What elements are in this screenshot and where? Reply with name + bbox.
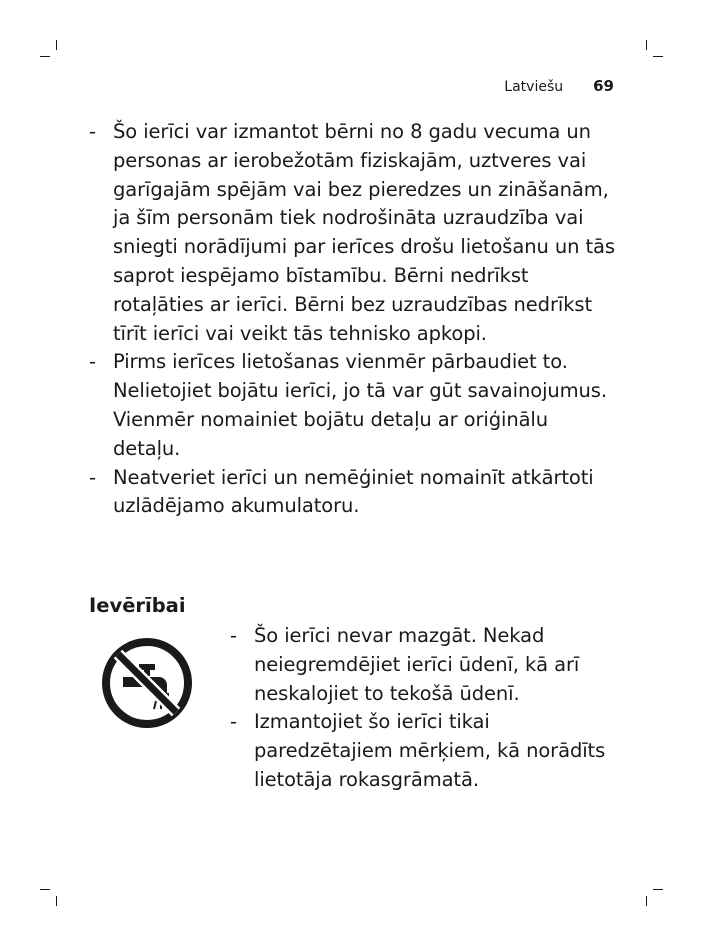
page-header — [504, 77, 614, 95]
crop-mark — [653, 56, 663, 57]
crop-mark — [40, 56, 50, 57]
warning-item: - Šo ierīci var izmantot bērni no 8 gadu vecuma un personas ar ierobežotām fiziskajām, uztveres vai garīgajām spējām vai bez pieredzes un zināšanām, ja šīm personām tiek nodrošināta uzraudzība vai sniegti norādījumi par ierīces drošu lietošanu un tās saprot iespējamo bīstamību. Bērni nedrīkst rotaļāties ar ierīci. Bērni bez uzraudzības nedrīkst tīrīt ierīci vai veikt tās tehnisko apkopi. — [89, 118, 619, 348]
crop-mark — [646, 896, 647, 906]
caution-list — [230, 622, 620, 795]
no-water-tap-icon — [101, 637, 193, 729]
language-label: Latviešu — [504, 79, 564, 95]
caution-item: - Izmantojiet šo ierīci tikai paredzētajiem mērķiem, kā norādīts lietotāja rokasgrāmatā. — [230, 708, 620, 794]
crop-mark — [653, 889, 663, 890]
warning-item: - Neatveriet ierīci un nemēģiniet nomainīt atkārtoti uzlādējamo akumulatoru. — [89, 464, 619, 522]
page-number: 69 — [593, 77, 614, 95]
caution-heading: Ievērībai — [89, 594, 186, 617]
crop-mark — [40, 889, 50, 890]
caution-item: - Šo ierīci nevar mazgāt. Nekad neiegremdējiet ierīci ūdenī, kā arī neskalojiet to tekošā ūdenī. — [230, 622, 620, 708]
crop-mark — [56, 896, 57, 906]
crop-mark — [56, 40, 57, 50]
warning-list — [89, 118, 619, 521]
crop-mark — [646, 40, 647, 50]
warning-item: - Pirms ierīces lietošanas vienmēr pārbaudiet to. Nelietojiet bojātu ierīci, jo tā var gūt savainojumus. Vienmēr nomainiet bojātu detaļu ar oriģinālu detaļu. — [89, 348, 619, 463]
